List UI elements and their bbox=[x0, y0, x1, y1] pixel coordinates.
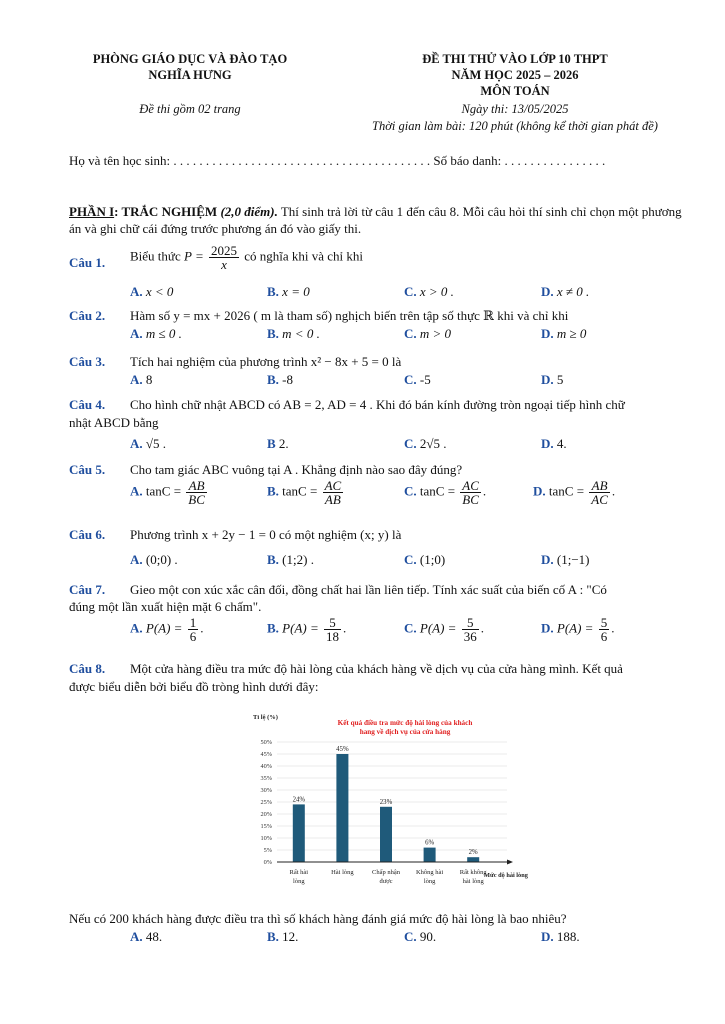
q1-frac-num: 2025 bbox=[210, 243, 237, 258]
q2-option-a[interactable]: A. m ≤ 0 . bbox=[130, 326, 182, 341]
q7-option-c[interactable]: C. P(A) = $\frac{5}{36}$ . bbox=[404, 615, 484, 644]
q7-option-d[interactable]: D. P(A) = $\frac{5}{6}$ . bbox=[541, 615, 615, 644]
q4-option-b[interactable]: B 2. bbox=[267, 436, 289, 451]
question-8-followup: Nếu có 200 khách hàng được điều tra thì số khách hàng đánh giá mức độ hài lòng là bao nhiêu? bbox=[69, 911, 567, 926]
satisfaction-bar-chart bbox=[245, 706, 545, 896]
chart-category-label: lòng bbox=[423, 878, 436, 885]
question-3-label: Câu 3. bbox=[69, 354, 106, 369]
q1-option-b[interactable]: B. x = 0 bbox=[267, 284, 310, 299]
chart-y-tick-label: 5% bbox=[263, 847, 272, 855]
q7-option-b[interactable]: B. P(A) = $\frac{5}{18}$ . bbox=[267, 615, 347, 644]
q2-option-d[interactable]: D. m ≥ 0 bbox=[541, 326, 587, 341]
question-3-text: Tích hai nghiệm của phương trình x² − 8x + 5 = 0 là bbox=[130, 354, 402, 369]
chart-x-label: Mức độ hài lòng bbox=[484, 872, 528, 879]
q5-option-c[interactable]: C. tanC = $\frac{AC}{BC}$ . bbox=[404, 478, 487, 507]
question-8-text: Một cửa hàng điều tra mức độ hài lòng của khách hàng về dịch vụ của cửa hàng mình. Kết quả bbox=[130, 661, 623, 676]
chart-y-tick-label: 45% bbox=[260, 751, 272, 759]
chart-category-label: Rất không bbox=[459, 869, 487, 876]
question-4-text: Cho hình chữ nhật ABCD có AB = 2, AD = 4 . Khi đó bán kính đường tròn ngoại tiếp hình chữ bbox=[130, 397, 625, 412]
question-6-label: Câu 6. bbox=[69, 527, 106, 542]
q3-option-b[interactable]: B. -8 bbox=[267, 372, 294, 387]
q5-option-a[interactable]: A. tanC = $\frac{AB}{BC}$ bbox=[130, 478, 205, 507]
question-5-text: Cho tam giác ABC vuông tại A . Khẳng định nào sao đây đúng? bbox=[130, 462, 463, 477]
question-4-text-cont: nhật ABCD bằng bbox=[69, 415, 159, 430]
chart-data-label: 24% bbox=[292, 796, 306, 804]
q5-option-b[interactable]: B. tanC = $\frac{AC}{AB}$ bbox=[267, 478, 342, 507]
chart-y-tick-label: 30% bbox=[260, 787, 272, 795]
chart-y-tick-label: 35% bbox=[260, 775, 272, 783]
page-count-note: Đề thi gồm 02 trang bbox=[139, 102, 241, 116]
question-2-text: Hàm số y = mx + 2026 ( m là tham số) nghịch biến trên tập số thực ℝ khi và chỉ khi bbox=[130, 308, 569, 323]
q1-text-after: có nghĩa khi và chỉ khi bbox=[240, 248, 363, 264]
q3-option-d[interactable]: D. 5 bbox=[541, 372, 564, 387]
exam-date: Ngày thi: 13/05/2025 bbox=[461, 102, 569, 116]
q1-frac-den: x bbox=[221, 257, 227, 272]
q8-option-b[interactable]: B. 12. bbox=[267, 929, 299, 944]
q5-option-d[interactable]: D. tanC = $\frac{AB}{AC}$ . bbox=[533, 478, 616, 507]
chart-category-label: Rất hài bbox=[289, 869, 309, 876]
chart-y-tick-label: 15% bbox=[260, 823, 272, 831]
q4-option-a[interactable]: A. √5 . bbox=[130, 436, 167, 451]
chart-data-label: 2% bbox=[468, 849, 478, 857]
question-4-label: Câu 4. bbox=[69, 397, 106, 412]
exam-title: ĐỀ THI THỬ VÀO LỚP 10 THPT bbox=[422, 52, 608, 66]
chart-bar bbox=[293, 804, 305, 862]
chart-data-label: 6% bbox=[425, 839, 435, 847]
question-7-text: Gieo một con xúc xắc cân đối, đồng chất hai lần liên tiếp. Tính xác suất của biến cố A : "Có bbox=[130, 582, 607, 597]
chart-bar bbox=[336, 754, 348, 862]
chart-title-line1: Kết quả điều tra mức độ hài lòng của khách bbox=[337, 719, 473, 727]
chart-bar bbox=[424, 848, 436, 862]
department-name: PHÒNG GIÁO DỤC VÀ ĐÀO TẠO bbox=[92, 52, 288, 66]
question-2-label: Câu 2. bbox=[69, 308, 106, 323]
q8-option-d[interactable]: D. 188. bbox=[541, 929, 580, 944]
question-5-label: Câu 5. bbox=[69, 462, 106, 477]
q1-option-a[interactable]: A. x < 0 bbox=[130, 284, 174, 299]
q2-option-b[interactable]: B. m < 0 . bbox=[267, 326, 320, 341]
chart-bar bbox=[380, 807, 392, 862]
part1-instruction: Thí sinh trả lời từ câu 1 đến câu 8. Mỗi câu hỏi thí sinh chỉ chọn một phương án và ghi chữ cái đứng trước phương án đó vào giấy thi. bbox=[69, 204, 682, 236]
subject: MÔN TOÁN bbox=[480, 84, 550, 98]
q6-option-d[interactable]: D. (1;−1) bbox=[541, 552, 590, 567]
chart-y-tick-label: 0% bbox=[263, 859, 272, 867]
q8-option-a[interactable]: A. 48. bbox=[130, 929, 163, 944]
chart-y-tick-label: 40% bbox=[260, 763, 272, 771]
chart-bar bbox=[467, 857, 479, 862]
chart-category-label: hài lòng bbox=[462, 878, 484, 885]
q1-text-before: Biểu thức bbox=[130, 248, 184, 264]
part1-heading bbox=[69, 203, 689, 237]
question-8-label: Câu 8. bbox=[69, 661, 106, 676]
question-7-label: Câu 7. bbox=[69, 582, 106, 597]
chart-y-label: Tỉ lệ (%) bbox=[253, 714, 278, 721]
q1-option-d[interactable]: D. x ≠ 0 . bbox=[541, 284, 590, 299]
q4-option-d[interactable]: D. 4. bbox=[541, 436, 567, 451]
chart-data-label: 23% bbox=[379, 798, 393, 806]
question-1-label: Câu 1. bbox=[69, 255, 106, 270]
question-7-text-cont: đúng một lần xuất hiện mặt 6 chấm". bbox=[69, 599, 262, 614]
chart-y-tick-label: 50% bbox=[260, 739, 272, 747]
chart-category-label: Chấp nhận bbox=[372, 869, 400, 876]
q1-option-c[interactable]: C. x > 0 . bbox=[404, 284, 454, 299]
q1-fraction bbox=[209, 244, 239, 271]
chart-title-line2: hang về dịch vụ của cửa hàng bbox=[359, 728, 451, 736]
chart-category-label: được bbox=[379, 878, 393, 885]
question-6-text: Phương trình x + 2y − 1 = 0 có một nghiệm (x; y) là bbox=[130, 527, 402, 542]
chart-y-tick-label: 20% bbox=[260, 811, 272, 819]
part1-points: (2,0 điểm). bbox=[220, 204, 278, 219]
q3-option-c[interactable]: C. -5 bbox=[404, 372, 431, 387]
chart-y-tick-label: 10% bbox=[260, 835, 272, 843]
chart-y-tick-label: 25% bbox=[260, 799, 272, 807]
exam-duration: Thời gian làm bài: 120 phút (không kể thời gian phát đề) bbox=[372, 119, 658, 133]
q2-option-c[interactable]: C. m > 0 bbox=[404, 326, 452, 341]
q6-option-b[interactable]: B. (1;2) . bbox=[267, 552, 314, 567]
part1-title-rest: : TRẮC NGHIỆM bbox=[114, 204, 221, 219]
chart-category-label: Không hài bbox=[415, 869, 444, 876]
part1-title: PHẦN I bbox=[69, 204, 115, 219]
q6-option-a[interactable]: A. (0;0) . bbox=[130, 552, 178, 567]
chart-data-label: 45% bbox=[336, 746, 349, 753]
q4-option-c[interactable]: C. 2√5 . bbox=[404, 436, 447, 451]
q3-option-a[interactable]: A. 8 bbox=[130, 372, 153, 387]
district-name: NGHĨA HƯNG bbox=[148, 68, 232, 82]
question-1-text: Biểu thức P = $\frac{2025}{x}$ có nghĩa khi và chỉ khi bbox=[130, 243, 363, 272]
q8-option-c[interactable]: C. 90. bbox=[404, 929, 437, 944]
chart-x-axis-arrow-icon bbox=[507, 860, 513, 865]
chart-category-label: Hài lòng bbox=[331, 869, 354, 876]
student-info-line: Họ và tên học sinh: . . . . . . . . . . . . . . . . . . . . . . . . . . . . . . . . . . . . . . . . Số báo danh: . . . . . . . . . . . . . . . . bbox=[69, 153, 606, 168]
q6-option-c[interactable]: C. (1;0) bbox=[404, 552, 446, 567]
school-year: NĂM HỌC 2025 – 2026 bbox=[451, 68, 579, 82]
q7-option-a[interactable]: A. P(A) = $\frac{1}{6}$ . bbox=[130, 615, 204, 644]
chart-category-label: lòng bbox=[293, 878, 305, 885]
question-8-text-cont: được biểu diễn bởi biểu đồ tròng hình dưới đây: bbox=[69, 679, 319, 694]
